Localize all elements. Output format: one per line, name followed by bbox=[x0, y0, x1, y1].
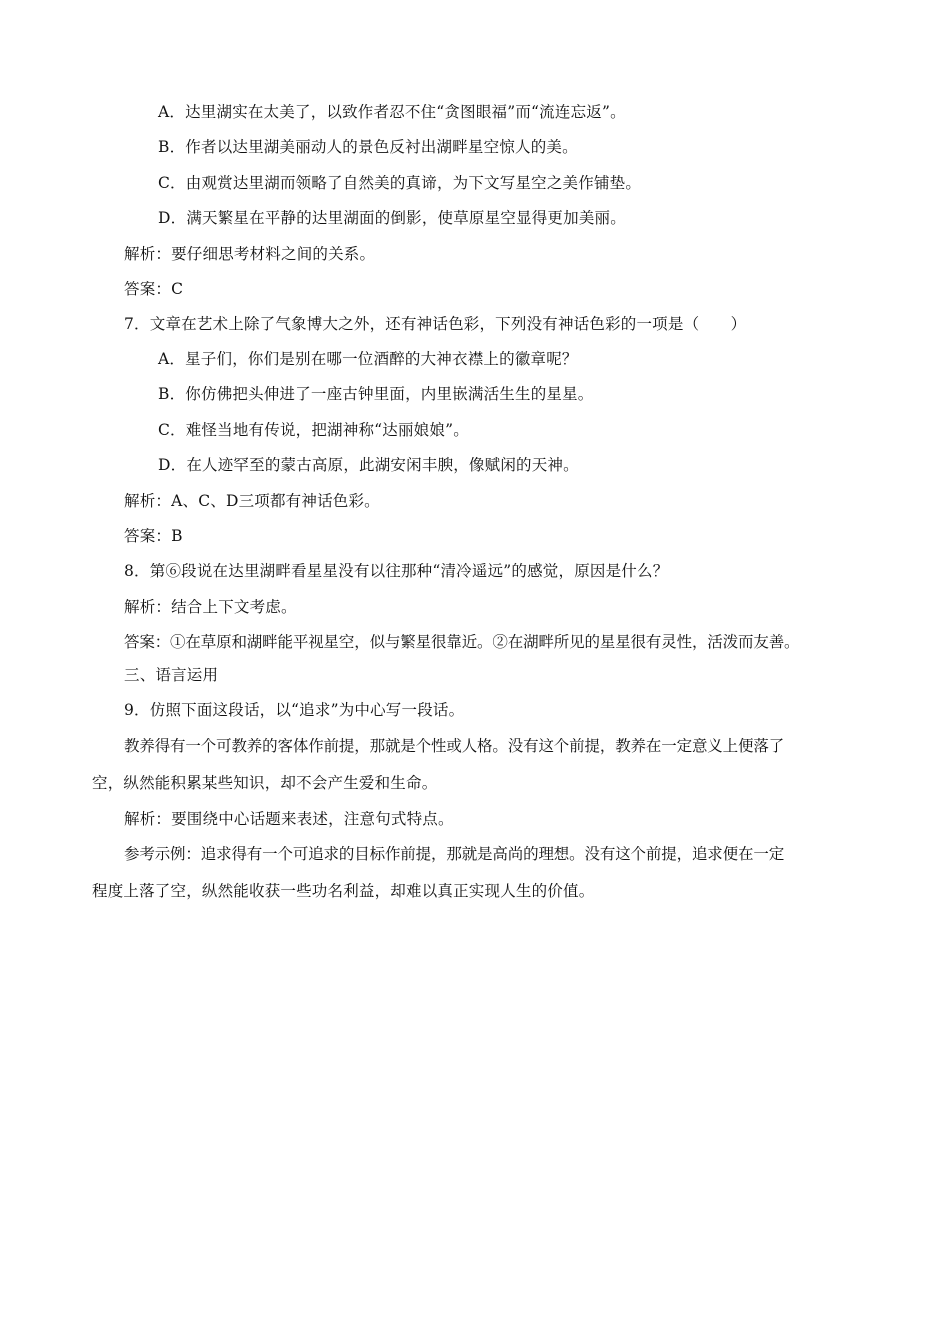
q9-passage-line-1: 教养得有一个可教养的客体作前提，那就是个性或人格。没有这个前提，教养在一定意义上便落了 bbox=[124, 737, 785, 755]
q7-option-d: D．在人迹罕至的蒙古高原，此湖安闲丰腴，像赋闲的天神。 bbox=[158, 456, 579, 474]
q9-question: 9．仿照下面这段话，以“追求”为中心写一段话。 bbox=[124, 701, 465, 719]
q6-analysis: 解析：要仔细思考材料之间的关系。 bbox=[124, 245, 376, 263]
q6-option-a: A．达里湖实在太美了，以致作者忍不住“贪图眼福”而“流连忘返”。 bbox=[158, 103, 626, 121]
q6-option-d: D．满天繁星在平静的达里湖面的倒影，使草原星空显得更加美丽。 bbox=[158, 209, 626, 227]
q6-option-c: C．由观赏达里湖而领略了自然美的真谛，为下文写星空之美作铺垫。 bbox=[158, 174, 642, 192]
q8-question: 8．第⑥段说在达里湖畔看星星没有以往那种“清冷遥远”的感觉，原因是什么？ bbox=[124, 562, 669, 580]
section-heading: 三、语言运用 bbox=[124, 666, 219, 684]
q6-answer: 答案：C bbox=[124, 280, 184, 298]
q8-analysis: 解析：结合上下文考虑。 bbox=[124, 598, 297, 616]
q9-analysis: 解析：要围绕中心话题来表述，注意句式特点。 bbox=[124, 810, 454, 828]
q7-option-a: A．星子们，你们是别在哪一位酒醉的大神衣襟上的徽章呢？ bbox=[158, 350, 578, 368]
q7-option-c: C．难怪当地有传说，把湖神称“达丽娘娘”。 bbox=[158, 421, 469, 439]
q7-option-b: B．你仿佛把头伸进了一座古钟里面，内里嵌满活生生的星星。 bbox=[158, 385, 594, 403]
q7-answer: 答案：B bbox=[124, 527, 183, 545]
q7-question: 7．文章在艺术上除了气象博大之外，还有神话色彩，下列没有神话色彩的一项是（ ） bbox=[124, 315, 747, 333]
q6-option-b: B．作者以达里湖美丽动人的景色反衬出湖畔星空惊人的美。 bbox=[158, 138, 578, 156]
q8-answer: 答案：①在草原和湖畔能平视星空，似与繁星很靠近。②在湖畔所见的星星很有灵性，活泼而友善。 bbox=[124, 633, 800, 651]
q9-example-line-1: 参考示例：追求得有一个可追求的目标作前提，那就是高尚的理想。没有这个前提，追求便在一定 bbox=[124, 845, 785, 863]
q9-example-line-2: 程度上落了空，纵然能收获一些功名利益，却难以真正实现人生的价值。 bbox=[92, 882, 595, 900]
q9-passage-line-2: 空，纵然能积累某些知识，却不会产生爱和生命。 bbox=[92, 774, 438, 792]
q7-analysis: 解析：A、C、D三项都有神话色彩。 bbox=[124, 492, 380, 510]
